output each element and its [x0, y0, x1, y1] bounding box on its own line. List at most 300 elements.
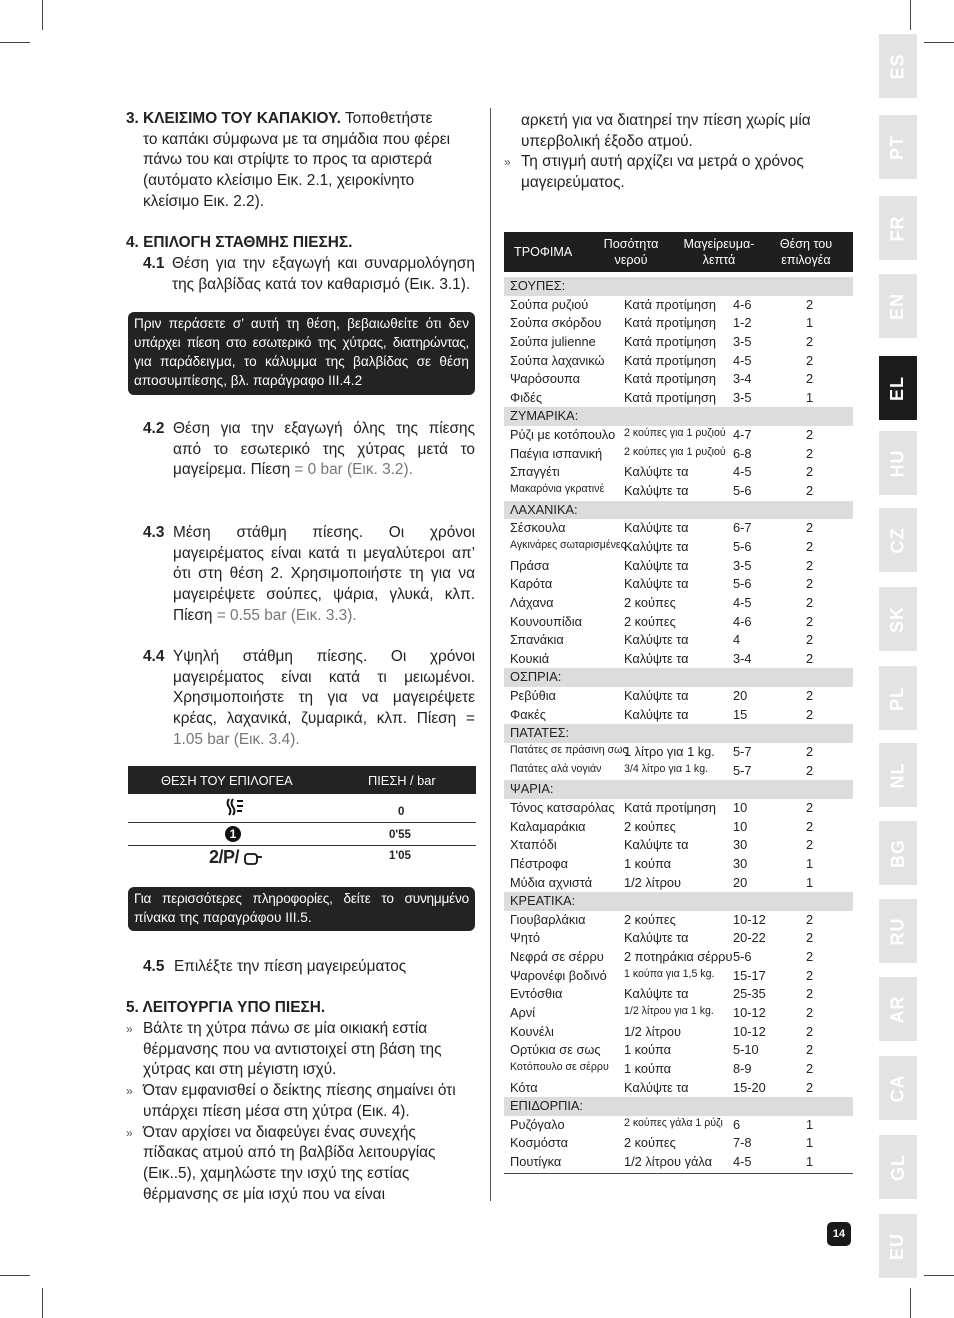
section-4-2 [143, 419, 475, 481]
water-amount: 2 κούπες [624, 818, 676, 834]
language-tab-label: CZ [887, 527, 908, 553]
food-name: Κοσμόστα [510, 1135, 569, 1151]
selector-position: 2 [806, 296, 814, 312]
language-tab-hu[interactable] [879, 431, 917, 495]
selector-position: 2 [806, 650, 814, 666]
selector-position: 2 [806, 427, 814, 443]
table-row [504, 538, 853, 557]
selector-position: 2 [806, 352, 814, 368]
language-tab-bg[interactable] [879, 821, 917, 885]
text-line: » Όταν εμφανισθεί ο δείκτης πίεσης σημαίνει ότι [143, 1082, 456, 1100]
crop-mark [924, 1275, 954, 1276]
language-tab-label: CA [887, 1074, 908, 1102]
food-name: Αρνί [510, 1004, 536, 1020]
text-line: Επιλέξτε την πίεση μαγειρεύματος [174, 958, 407, 975]
water-amount: 2 κούπες [624, 911, 676, 927]
table-row [504, 874, 853, 893]
header-line: Θέση του [779, 237, 833, 251]
cook-time: 5-7 [733, 762, 752, 778]
crop-mark [0, 1275, 30, 1276]
pressure-value: = 0 bar (Εικ. 3.2). [294, 461, 413, 479]
food-name: Γιουβαρλάκια [510, 911, 586, 927]
food-name: Ψητό [510, 930, 540, 946]
selector-position: 2 [806, 594, 814, 610]
water-amount: Καλύψτε τα [624, 576, 689, 592]
cook-time: 20 [733, 688, 748, 704]
food-name: Φακές [510, 706, 546, 722]
cook-time: 10-12 [733, 1023, 766, 1039]
language-tab-es[interactable] [879, 34, 917, 98]
language-tab-ca[interactable] [879, 1056, 917, 1120]
language-tab-label: EU [887, 1232, 908, 1260]
crop-mark [910, 0, 911, 30]
subsection-number: 4.2 [143, 420, 165, 437]
bullet-item [126, 1123, 476, 1206]
pressure-table-header [128, 766, 476, 794]
pressure-value: = 0.55 bar (Εικ. 3.3). [216, 606, 357, 624]
text-line: Πίεση [173, 606, 213, 624]
language-tab-label: PL [887, 685, 908, 711]
food-name: Σούπα julienne [510, 333, 596, 349]
crop-mark [924, 42, 954, 43]
table-row [504, 613, 853, 632]
text-line: » Τη στιγμή αυτή αρχίζει να μετρά ο χρόνος [521, 153, 804, 171]
selector-position: 2 [806, 613, 814, 629]
water-amount: Καλύψτε τα [624, 650, 689, 666]
water-amount: 1 κούπα για 1,5 kg. [624, 967, 715, 980]
column-header: ΠΙΕΣΗ / bar [368, 773, 436, 788]
water-amount: 1 λίτρο για 1 kg. [624, 744, 715, 760]
water-amount: 1 κούπα [624, 855, 672, 871]
text-line: πίδακας ατμού από τη βαλβίδα λειτουργίας [143, 1144, 436, 1162]
category-label: ΚΡΕΑΤΙΚΑ: [510, 893, 576, 909]
cook-time: 5-6 [733, 483, 752, 499]
bullet-item [126, 1019, 476, 1081]
table-row [504, 389, 853, 408]
language-tab-sk[interactable] [879, 587, 917, 651]
text-line: κλείσιμο Εικ. 2.2). [143, 192, 265, 210]
cook-time: 4-6 [733, 613, 752, 629]
section-3-title: ΚΛΕΙΣΙΜΟ ΤΟΥ ΚΑΠΑΚΙΟΥ. [143, 110, 341, 127]
cook-time: 5-6 [733, 576, 752, 592]
cook-time: 10-12 [733, 1004, 766, 1020]
food-name: Αγκινάρες σωταρισμένες [510, 538, 626, 551]
table-row [504, 1041, 853, 1060]
language-tab-el[interactable] [879, 356, 917, 420]
column-header: ΤΡΟΦΙΜΑ [514, 245, 573, 259]
selector-position: 2 [806, 632, 814, 648]
food-name: Μύδια αχνιστά [510, 874, 593, 890]
table-row [504, 911, 853, 930]
selector-position: 2 [806, 706, 814, 722]
selector-position: 2 [806, 1023, 814, 1039]
warning-note [128, 312, 475, 395]
food-name: Σούπα ρυζιού [510, 296, 589, 312]
pressure-value: 1'05 [389, 850, 411, 862]
text-line: (Εικ..5), χαμηλώστε την ισχύ της εστίας [143, 1164, 410, 1182]
water-amount: Καλύψτε τα [624, 557, 689, 573]
food-name: Σπαγγέτι [510, 464, 560, 480]
position-1-icon: 1 [225, 826, 241, 842]
text-line: μαγειρέματος είναι κατά τι μειωμένοι. [173, 668, 475, 686]
category-row [504, 501, 853, 520]
language-tab-label: NL [887, 762, 908, 788]
pressure-value: 0'55 [389, 829, 411, 841]
food-name: Σούπα λαχανικώ [510, 352, 605, 368]
cook-time: 10-12 [733, 911, 766, 927]
food-name: Κουκιά [510, 650, 550, 666]
table-row [504, 1079, 853, 1098]
water-amount: Κατά προτίμηση [624, 352, 717, 368]
position-2-label: 2/P/ [209, 847, 240, 867]
language-tab-label: RU [887, 917, 908, 945]
cook-time: 15-17 [733, 967, 766, 983]
subsection-number: 4.3 [143, 524, 165, 541]
text-line: Τοποθετήστε [344, 110, 433, 127]
water-amount: 1/2 λίτρου γάλα [624, 1154, 712, 1170]
water-amount: 3/4 λίτρο για 1 kg. [624, 762, 709, 775]
food-name: Ορτύκια σε σως [510, 1042, 601, 1058]
text-line: (αυτόματο κλείσιμο Εικ. 2.1, χειροκίνητο [143, 172, 415, 190]
text-line: υπάρχει πίεση μέσα στη χύτρα (Εικ. 4). [143, 1102, 410, 1120]
water-amount: Καλύψτε τα [624, 688, 689, 704]
cook-time: 5-10 [733, 1042, 759, 1058]
text-line: υπερβολική έξοδο ατμού. [521, 132, 693, 150]
cook-time: 15-20 [733, 1079, 766, 1095]
selector-position: 2 [806, 445, 814, 461]
table-row [504, 333, 853, 352]
text-line: θέρμανσης σε μία ισχύ που να είναι [143, 1185, 385, 1203]
table-row [504, 762, 853, 781]
selector-position: 2 [806, 744, 814, 760]
food-name: Πράσα [510, 557, 550, 573]
cook-time: 4-5 [733, 594, 752, 610]
table-row [504, 948, 853, 967]
note-line: πίνακα της παραγράφου III.5. [134, 910, 312, 925]
table-row [504, 557, 853, 576]
water-amount: Καλύψτε τα [624, 1079, 689, 1095]
selector-position: 2 [806, 799, 814, 815]
food-name: Χταπόδι [510, 837, 557, 853]
category-label: ΟΣΠΡΙΑ: [510, 669, 562, 685]
water-amount: 1 κούπα [624, 1042, 672, 1058]
cooking-times-table [504, 232, 853, 1174]
subsection-number: 4.4 [143, 648, 165, 665]
cook-time: 3-5 [733, 557, 752, 573]
food-name: Φιδές [510, 389, 543, 405]
cook-time: 4-7 [733, 427, 752, 443]
language-tab-label: BG [887, 838, 908, 868]
selector-position: 2 [806, 688, 814, 704]
language-tab-eu[interactable] [879, 1214, 917, 1278]
section-4-3 [143, 523, 475, 627]
language-tab-cz[interactable] [879, 508, 917, 572]
subsection-number: 4.5 [143, 958, 165, 975]
table-bottom-rule [504, 1173, 853, 1174]
language-tab-pl[interactable] [879, 666, 917, 730]
cook-time: 4-5 [733, 352, 752, 368]
column-divider [490, 108, 491, 1201]
note-line: για παράδειγμα, το κάλυμμα της βαλβίδας σε θέση [134, 354, 469, 369]
water-amount: Κατά προτίμηση [624, 296, 717, 312]
table-row [504, 836, 853, 855]
cook-time: 20-22 [733, 930, 766, 946]
table-row [504, 575, 853, 594]
section-3-block [126, 109, 476, 213]
food-name: Πατάτες αλά νογιάν [510, 762, 602, 775]
water-amount: Καλύψτε τα [624, 464, 689, 480]
steam-release-icon [224, 797, 246, 822]
category-row [504, 892, 853, 911]
pot-icon [243, 851, 263, 870]
column-header [771, 236, 841, 268]
table-row [504, 706, 853, 725]
selector-position: 2 [806, 333, 814, 349]
selector-position: 2 [806, 1004, 814, 1020]
category-label: ΛΑΧΑΝΙΚΑ: [510, 501, 578, 517]
cook-time: 5-6 [733, 538, 752, 554]
category-label: ΖΥΜΑΡΙΚΑ: [510, 408, 579, 424]
food-name: Ρύζι με κοτόπουλο [510, 427, 616, 443]
column-header: ΘΕΣΗ ΤΟΥ ΕΠΙΛΟΓΕΑ [161, 773, 293, 788]
info-note [128, 887, 475, 931]
table-row [504, 314, 853, 333]
text-line: κρέας, λαχανικά, ζυμαρικά, κλπ. Πίεση = [173, 710, 475, 728]
language-tab-label: HU [887, 449, 908, 477]
cook-time: 4 [733, 632, 741, 648]
table-row [504, 352, 853, 371]
header-line: επιλογέα [781, 253, 831, 267]
selector-position: 2 [806, 930, 814, 946]
selector-position: 2 [806, 520, 814, 536]
language-tab-en[interactable] [879, 274, 917, 338]
food-name: Λάχανα [510, 594, 554, 610]
section-4-title: 4. ΕΠΙΛΟΓΗ ΣΤΑΘΜΗΣ ΠΙΕΣΗΣ. [126, 234, 353, 251]
cook-time: 7-8 [733, 1135, 752, 1151]
table-row [504, 445, 853, 464]
water-amount: Καλύψτε τα [624, 706, 689, 722]
selector-position: 2 [806, 557, 814, 573]
category-row [504, 407, 853, 426]
subsection-number: 4.1 [143, 255, 165, 272]
cook-time: 6-8 [733, 445, 752, 461]
language-tab-label: FR [887, 215, 908, 241]
cooking-table-header [504, 232, 853, 272]
food-name: Καρότα [510, 576, 553, 592]
food-name: Καλαμαράκια [510, 818, 586, 834]
food-name: Κουνέλι [510, 1023, 554, 1039]
header-line: Μαγείρευμα- [683, 237, 755, 251]
language-tab-label: PT [887, 134, 908, 160]
food-name: Παέγια ισπανική [510, 445, 603, 461]
water-amount: Κατά προτίμηση [624, 333, 717, 349]
table-row [504, 1023, 853, 1042]
text-line: Μέση στάθμη πίεσης. Οι χρόνοι [173, 524, 475, 541]
text-line: Θέση για την εξαγωγή και συναρμολόγηση [172, 255, 475, 272]
language-tab-pt[interactable] [879, 115, 917, 179]
food-name: Σούπα σκόρδου [510, 315, 602, 331]
selector-position: 1 [806, 389, 814, 405]
table-row [504, 482, 853, 501]
food-name: Κότα [510, 1079, 538, 1095]
language-tab-label: ES [887, 52, 908, 80]
water-amount: Καλύψτε τα [624, 632, 689, 648]
selector-position: 2 [806, 911, 814, 927]
selector-position: 1 [806, 1154, 814, 1170]
category-row [504, 780, 853, 799]
selector-position: 1 [806, 1116, 814, 1132]
food-name: Κουνουπίδια [510, 613, 583, 629]
selector-position: 1 [806, 874, 814, 890]
category-row [504, 1097, 853, 1116]
text-line: μαγειρέματος είναι κατά τι μεγαλύτεροι απ’ [173, 544, 475, 562]
water-amount: Καλύψτε τα [624, 520, 689, 536]
food-name: Πέστροφα [510, 855, 568, 871]
cook-time: 1-2 [733, 315, 752, 331]
pressure-table [128, 766, 476, 868]
cook-time: 15 [733, 706, 748, 722]
selector-position: 1 [806, 315, 814, 331]
water-amount: 2 κούπες [624, 594, 676, 610]
pressure-value: 0 [398, 806, 405, 818]
table-row [504, 1116, 853, 1135]
text-line: της βαλβίδας κατά τον καθαρισμό (Εικ. 3.1). [172, 275, 471, 293]
table-row [504, 743, 853, 762]
language-tab-ar[interactable] [879, 977, 917, 1041]
table-row [504, 1134, 853, 1153]
language-tab-ru[interactable] [879, 899, 917, 963]
selector-position: 2 [806, 464, 814, 480]
food-name: Τόνος κατσαρόλας [510, 799, 615, 815]
water-amount: Καλύψτε τα [624, 930, 689, 946]
table-row [504, 1004, 853, 1023]
section-5-bullets [126, 1019, 476, 1205]
cook-time: 3-4 [733, 650, 752, 666]
header-line: νερού [614, 253, 648, 267]
table-row [504, 818, 853, 837]
text-line: Χρησιμοποιήστε τη για να μαγειρέψετε [173, 689, 475, 707]
text-line: μαγειρέψετε σούπες, ψάρια, γλυκά, κλπ. [173, 586, 475, 604]
selector-position: 2 [806, 371, 814, 387]
cook-time: 30 [733, 837, 748, 853]
water-amount: Κατά προτίμηση [624, 799, 717, 815]
category-label: ΠΑΤΑΤΕΣ: [510, 725, 570, 741]
water-amount: 2 κούπες για 1 ρυζιού [624, 445, 726, 458]
water-amount: 2 κούπες για 1 ρυζιού [624, 427, 726, 440]
selector-position: 1 [806, 1135, 814, 1151]
header-line: λεπτά [702, 253, 736, 267]
water-amount: Καλύψτε τα [624, 837, 689, 853]
text-line: μαγειρεύματος. [521, 174, 625, 192]
pressure-row [128, 823, 476, 846]
section-3-number: 3. [126, 110, 139, 127]
food-name: Πατάτες σε πράσινη σως [510, 744, 628, 757]
food-name: Ρεβύθια [510, 688, 556, 704]
category-row [504, 277, 853, 296]
water-amount: 2 κούπες γάλα 1 ρύζι [624, 1116, 723, 1129]
cook-time: 5-7 [733, 744, 752, 760]
section-4-5 [143, 957, 475, 978]
food-name: Μακαρόνια γκρατινέ [510, 483, 605, 496]
selector-position: 2 [806, 1042, 814, 1058]
pressure-row [128, 794, 476, 823]
note-line: υπάρχει πίεση στο εσωτερικό της χύτρας, διατηρώντας, [134, 335, 469, 350]
water-amount: 2 κούπες [624, 1135, 676, 1151]
language-tab-gl[interactable] [879, 1135, 917, 1199]
selector-position: 2 [806, 762, 814, 778]
food-name: Σπανάκια [510, 632, 564, 648]
water-amount: 1/2 λίτρου [624, 874, 682, 890]
pressure-value: 1.05 bar (Εικ. 3.4). [173, 730, 300, 748]
selector-position: 2 [806, 967, 814, 983]
selector-position: 2 [806, 986, 814, 1002]
water-amount: Κατά προτίμηση [624, 389, 717, 405]
food-name: Εντόσθια [510, 986, 563, 1002]
cook-time: 3-5 [733, 333, 752, 349]
table-row [504, 985, 853, 1004]
language-tab-fr[interactable] [879, 196, 917, 260]
selector-position: 2 [806, 1079, 814, 1095]
page-number: 14 [827, 1222, 851, 1246]
cook-time: 20 [733, 874, 748, 890]
crop-mark [42, 1288, 43, 1318]
category-row [504, 724, 853, 743]
bullet-item [126, 1081, 476, 1122]
water-amount: 1 κούπα [624, 1060, 672, 1076]
table-row [504, 631, 853, 650]
selector-position: 1 [806, 855, 814, 871]
cook-time: 3-4 [733, 371, 752, 387]
food-name: Ψαρονέφι βοδινό [510, 967, 607, 983]
note-line: αποσυμπίεσης, βλ. παράγραφο III.4.2 [134, 373, 363, 388]
selector-position: 2 [806, 837, 814, 853]
crop-mark [910, 1288, 911, 1318]
text-line: Υψηλή στάθμη πίεσης. Οι χρόνοι [173, 648, 475, 665]
language-tab-label: AR [887, 995, 908, 1023]
category-label: ΣΟΥΠΕΣ: [510, 278, 566, 293]
table-row [504, 519, 853, 538]
language-tab-nl[interactable] [879, 743, 917, 807]
text-line: αρκετή για να διατηρεί την πίεση χωρίς μία [521, 112, 811, 129]
water-amount: Καλύψτε τα [624, 986, 689, 1002]
text-line: Θέση για την εξαγωγή όλης της πίεσης [173, 420, 475, 437]
category-label: ΨΑΡΙΑ: [510, 781, 554, 797]
water-amount: 2 ποτηράκια σέρρυ [624, 949, 733, 965]
pressure-row [128, 846, 476, 868]
table-row [504, 799, 853, 818]
cook-time: 10 [733, 818, 748, 834]
text-line: θέρμανσης που να αντιστοιχεί στη βάση της [143, 1040, 442, 1058]
column-header [600, 236, 662, 268]
water-amount: Καλύψτε τα [624, 538, 689, 554]
table-row [504, 929, 853, 948]
table-row [504, 296, 853, 315]
note-line: Για περισσότερες πληροφορίες, δείτε το συνημμένο [134, 891, 469, 906]
text-line: πάνω του και στρίψτε το προς τα αριστερά [143, 151, 432, 169]
language-tab-label: SK [887, 605, 908, 633]
cook-time: 4-5 [733, 1154, 752, 1170]
section-5-title: 5. ΛΕΙΤΟΥΡΓΙΑ ΥΠΟ ΠΙΕΣΗ. [126, 999, 326, 1016]
text-line: » Όταν αρχίσει να διαφεύγει ένας συνεχής [143, 1123, 416, 1141]
cook-time: 6 [733, 1116, 741, 1132]
section-4-1 [143, 254, 475, 295]
water-amount: Κατά προτίμηση [624, 315, 717, 331]
table-row [504, 687, 853, 706]
table-row [504, 463, 853, 482]
cooking-table-body [504, 277, 853, 1172]
water-amount: 2 κούπες [624, 613, 676, 629]
table-row [504, 650, 853, 669]
